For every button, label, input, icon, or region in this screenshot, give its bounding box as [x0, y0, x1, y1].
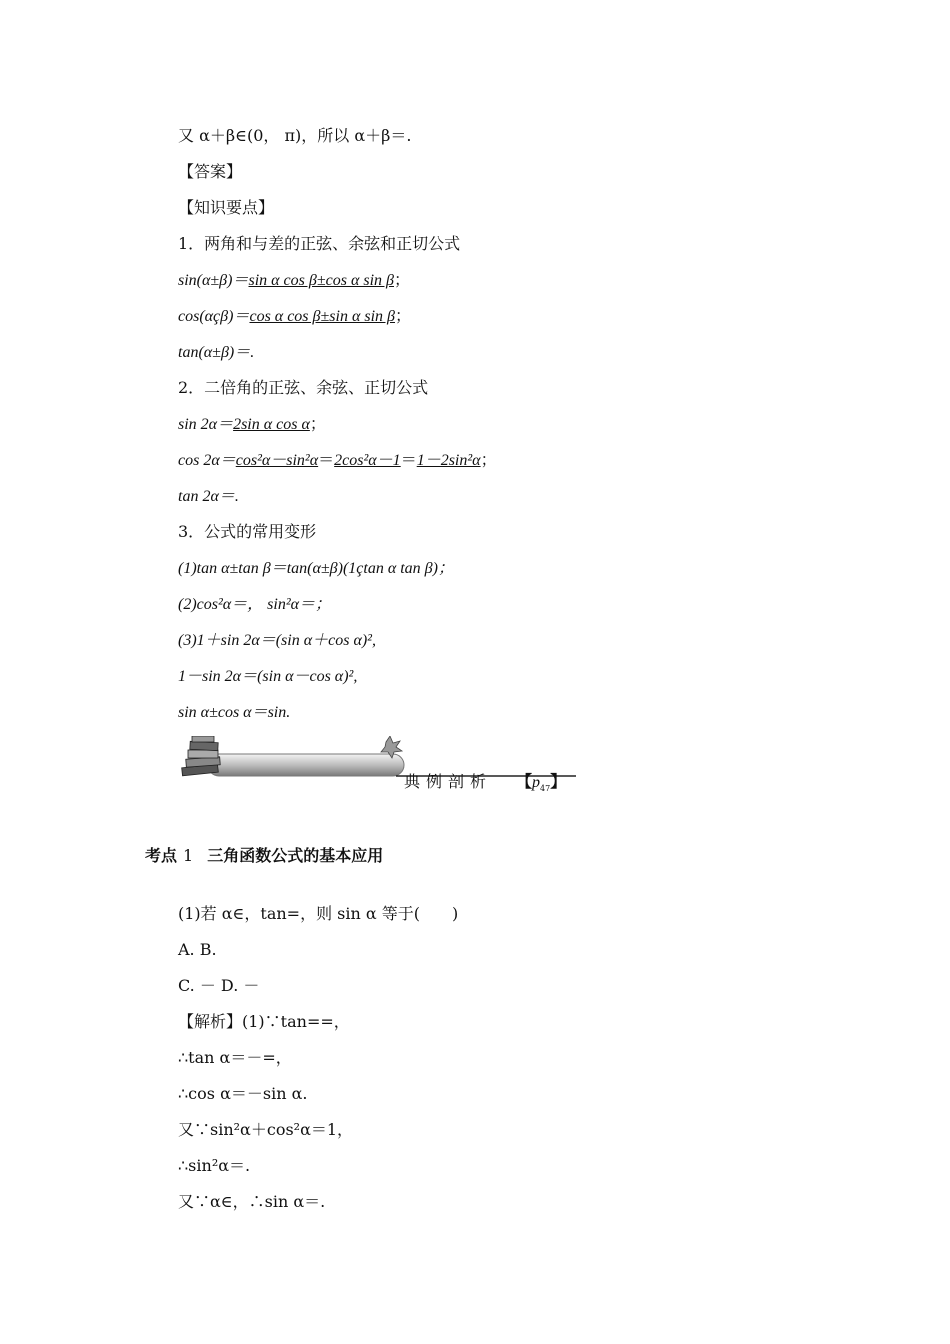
kaodian-label: 考点 — [145, 846, 178, 865]
formula-text: (1)tan α±tan β＝tan(α±β)(1çtan α tan β)； — [178, 560, 454, 577]
formula-semicolon: ； — [394, 270, 411, 289]
formula-text: (3)1＋sin 2α＝(sin α＋cos α)², — [178, 632, 376, 649]
solution-line: 又∵α∈，∴sin α＝. — [178, 1192, 326, 1211]
formula-text: sin α±cos α＝sin. — [178, 704, 291, 721]
problem-options-cd: C. － D. － — [178, 976, 260, 995]
page-reference — [516, 772, 566, 799]
formula-semicolon: ； — [394, 306, 411, 325]
formula-text: (2)cos²α＝， sin²α＝； — [178, 596, 332, 613]
subheading-2: 2．二倍角的正弦、余弦、正切公式 — [178, 378, 429, 397]
solution-line: 又∵sin²α＋cos²α＝1， — [178, 1120, 354, 1139]
formula-text: tan 2α＝. — [178, 488, 239, 505]
formula-text: tan(α±β)＝. — [178, 344, 255, 361]
formula-semicolon: ； — [480, 450, 497, 469]
formula-sin-double — [178, 414, 326, 435]
subheading-1: 1．两角和与差的正弦、余弦和正切公式 — [178, 234, 461, 253]
formula-lhs: sin 2α＝ — [178, 416, 234, 433]
banner-title: 典例剖析 — [404, 772, 493, 791]
section-title: 三角函数公式的基本应用 — [207, 846, 384, 865]
formula-tan-double — [178, 486, 239, 507]
solution-line: ∴tan α＝－=， — [178, 1048, 292, 1067]
formula-rhs-underlined: cos α cos β±sin α sin β — [249, 308, 395, 325]
variant-4 — [178, 666, 357, 687]
formula-rhs-underlined: 1－2sin²α — [416, 452, 481, 469]
formula-equals: ＝ — [318, 450, 335, 469]
solution-line: ∴sin²α＝. — [178, 1156, 251, 1175]
formula-lhs: cos 2α＝ — [178, 452, 236, 469]
problem-question: (1)若 α∈，tan=，则 sin α 等于( ) — [178, 904, 459, 923]
solution-line: 【解析】(1)∵tan==， — [178, 1012, 350, 1031]
answer-label: 【答案】 — [178, 162, 243, 181]
section-heading — [145, 846, 383, 866]
formula-sin-sum — [178, 270, 410, 291]
variant-3 — [178, 630, 376, 651]
ref-close: 】 — [550, 772, 567, 791]
subheading-3: 3．公式的常用变形 — [178, 522, 317, 541]
formula-semicolon: ； — [309, 414, 326, 433]
formula-equals: ＝ — [400, 450, 417, 469]
ref-open: 【 — [516, 772, 533, 791]
formula-lhs: cos(αçβ)＝ — [178, 308, 250, 325]
formula-rhs-underlined: 2sin α cos α — [233, 416, 310, 433]
solution-line: ∴cos α＝－sin α. — [178, 1084, 308, 1103]
text-line: 又 α＋β∈(0， π)，所以 α＋β＝. — [178, 126, 412, 145]
knowledge-label: 【知识要点】 — [178, 198, 275, 217]
ref-page-number: 47 — [540, 784, 551, 794]
formula-rhs-underlined: sin α cos β±cos α sin β — [248, 272, 394, 289]
ref-page: p — [532, 774, 541, 791]
formula-cos-double — [178, 450, 497, 471]
formula-rhs-underlined: 2cos²α－1 — [334, 452, 401, 469]
formula-cos-sum — [178, 306, 411, 327]
variant-2 — [178, 594, 331, 615]
formula-tan-sum — [178, 342, 254, 363]
variant-1 — [178, 558, 454, 579]
formula-lhs: sin(α±β)＝ — [178, 272, 249, 289]
formula-rhs-underlined: cos²α－sin²α — [235, 452, 319, 469]
problem-options-ab: A. B. — [178, 940, 217, 959]
formula-text: 1－sin 2α＝(sin α－cos α)², — [178, 668, 358, 685]
books-icon — [182, 736, 221, 776]
variant-5 — [178, 702, 290, 723]
kaodian-number: 1 — [183, 846, 194, 865]
